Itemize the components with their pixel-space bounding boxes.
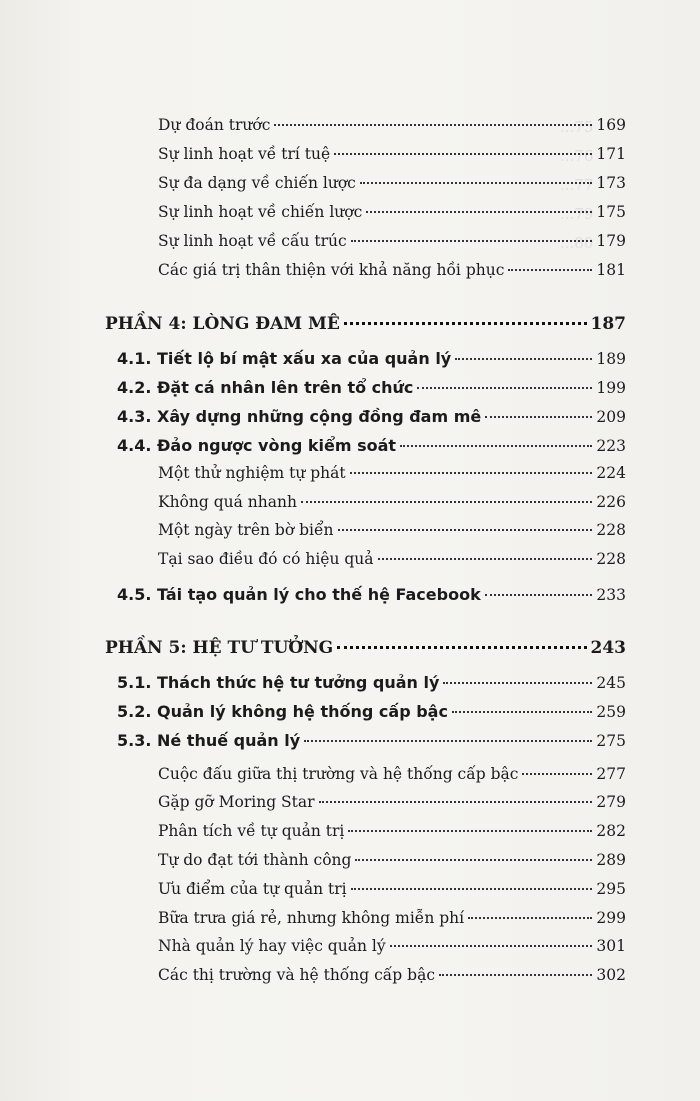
toc-entry-title: Tự do đạt tới thành công bbox=[158, 851, 352, 869]
toc-subsection-entry bbox=[158, 261, 626, 279]
dot-leader bbox=[439, 973, 592, 976]
toc-entry-title: Phân tích về tự quản trị bbox=[158, 822, 345, 840]
dot-leader bbox=[452, 710, 592, 713]
toc-subsection-entry bbox=[158, 793, 626, 811]
toc-entry-title: Một thử nghiệm tự phát bbox=[158, 464, 346, 482]
toc-entry-title: 4.4. Đảo ngược vòng kiểm soát bbox=[117, 436, 397, 455]
dot-leader bbox=[338, 528, 593, 531]
show-through-text: ...77 bbox=[560, 176, 594, 194]
toc-subsection-entry bbox=[158, 493, 626, 511]
toc-entry-title: 4.3. Xây dựng những cộng đồng đam mê bbox=[117, 407, 482, 426]
toc-page-number: 171 bbox=[596, 145, 626, 163]
toc-entry-title: PHẦN 5: HỆ TƯ TƯỞNG bbox=[105, 638, 334, 658]
dot-leader bbox=[400, 444, 592, 447]
toc-section-entry bbox=[117, 731, 626, 750]
toc-page-number: 224 bbox=[596, 464, 626, 482]
dot-leader bbox=[334, 152, 592, 155]
toc-page-number: 169 bbox=[596, 116, 626, 134]
dot-leader bbox=[443, 681, 592, 684]
dot-leader bbox=[485, 593, 593, 596]
toc-page-number: 295 bbox=[596, 880, 626, 898]
toc-section-entry bbox=[117, 436, 626, 455]
toc-page-number: 233 bbox=[596, 586, 626, 604]
toc-entry-title: Sự linh hoạt về chiến lược bbox=[158, 203, 363, 221]
toc-section-entry bbox=[117, 407, 626, 426]
toc-subsection-entry bbox=[158, 937, 626, 955]
dot-leader bbox=[378, 557, 593, 560]
dot-leader bbox=[350, 471, 593, 474]
dot-leader bbox=[337, 645, 586, 649]
toc-section-entry bbox=[117, 349, 626, 368]
dot-leader bbox=[468, 916, 592, 919]
dot-leader bbox=[355, 858, 592, 861]
toc-entry-title: 5.3. Né thuế quản lý bbox=[117, 731, 301, 750]
toc-entry-title: 5.2. Quản lý không hệ thống cấp bậc bbox=[117, 702, 448, 721]
toc-page-number: 277 bbox=[596, 765, 626, 783]
dot-leader bbox=[301, 500, 592, 503]
dot-leader bbox=[351, 887, 593, 890]
toc-page-number: 226 bbox=[596, 493, 626, 511]
dot-leader bbox=[304, 739, 592, 742]
toc-page-number: 299 bbox=[596, 909, 626, 927]
toc-section-entry bbox=[117, 378, 626, 397]
toc-entry-title: 4.1. Tiết lộ bí mật xấu xa của quản lý bbox=[117, 349, 452, 368]
toc-section-entry bbox=[117, 702, 626, 721]
toc-subsection-entry bbox=[158, 145, 626, 163]
toc-entry-title: Bữa trưa giá rẻ, nhưng không miễn phí bbox=[158, 909, 465, 927]
toc-page-number: 209 bbox=[596, 408, 626, 426]
dot-leader bbox=[360, 181, 593, 184]
toc-page-number: 179 bbox=[596, 232, 626, 250]
toc-subsection-entry bbox=[158, 464, 626, 482]
show-through-text: ...80 bbox=[560, 234, 594, 252]
toc-subsection-entry bbox=[158, 909, 626, 927]
toc-entry-title: Tại sao điều đó có hiệu quả bbox=[158, 550, 374, 568]
toc-entry-title: Nhà quản lý hay việc quản lý bbox=[158, 937, 386, 955]
toc-page-number: 228 bbox=[596, 550, 626, 568]
toc-subsection-entry bbox=[158, 880, 626, 898]
toc-entry-title: Các giá trị thân thiện với khả năng hồi phục bbox=[158, 261, 505, 279]
toc-entry-title: Gặp gỡ Moring Star bbox=[158, 793, 315, 811]
toc-entry-title: Các thị trường và hệ thống cấp bậc bbox=[158, 966, 435, 984]
toc-page-number: 282 bbox=[596, 822, 626, 840]
toc-page-number: 187 bbox=[590, 314, 626, 334]
toc-subsection-entry bbox=[158, 521, 626, 539]
toc-page-number: 302 bbox=[596, 966, 626, 984]
toc-section-entry bbox=[117, 673, 626, 692]
toc-page-number: 279 bbox=[596, 793, 626, 811]
toc-entry-title: Sự đa dạng về chiến lược bbox=[158, 174, 356, 192]
toc-page-number: 199 bbox=[596, 379, 626, 397]
dot-leader bbox=[348, 829, 592, 832]
toc-subsection-entry bbox=[158, 822, 626, 840]
dot-leader bbox=[485, 415, 592, 418]
toc-page-number: 175 bbox=[596, 203, 626, 221]
toc-page-number: 173 bbox=[596, 174, 626, 192]
toc-entry-title: PHẦN 4: LÒNG ĐAM MÊ bbox=[105, 314, 340, 334]
toc-part-heading bbox=[105, 638, 626, 658]
show-through-text: ...76 bbox=[560, 147, 594, 165]
toc-entry-title: 4.5. Tái tạo quản lý cho thế hệ Facebook bbox=[117, 585, 481, 604]
toc-entry-title: 5.1. Thách thức hệ tư tưởng quản lý bbox=[117, 673, 440, 692]
dot-leader bbox=[508, 268, 592, 271]
toc-page-number: 275 bbox=[596, 732, 626, 750]
dot-leader bbox=[351, 239, 593, 242]
dot-leader bbox=[417, 386, 592, 389]
toc-page-number: 301 bbox=[596, 937, 626, 955]
toc-subsection-entry bbox=[158, 174, 626, 192]
toc-part-heading bbox=[105, 314, 626, 334]
toc-entry-title: Một ngày trên bờ biển bbox=[158, 521, 334, 539]
dot-leader bbox=[390, 944, 593, 947]
toc-page-number: 289 bbox=[596, 851, 626, 869]
dot-leader bbox=[274, 123, 592, 126]
toc-page-number: 228 bbox=[596, 521, 626, 539]
toc-page-number: 223 bbox=[596, 437, 626, 455]
dot-leader bbox=[522, 772, 592, 775]
toc-section-entry bbox=[117, 585, 626, 604]
show-through-text: ...75 bbox=[560, 118, 594, 136]
dot-leader bbox=[455, 357, 592, 360]
toc-subsection-entry bbox=[158, 765, 626, 783]
dot-leader bbox=[319, 800, 593, 803]
show-through-text: ...79 bbox=[560, 205, 594, 223]
toc-subsection-entry bbox=[158, 232, 626, 250]
toc-subsection-entry bbox=[158, 851, 626, 869]
toc-entry-title: Ưu điểm của tự quản trị bbox=[158, 880, 347, 898]
dot-leader bbox=[366, 210, 592, 213]
toc-page-number: 243 bbox=[590, 638, 626, 658]
toc-page-number: 245 bbox=[596, 674, 626, 692]
toc-page-number: 259 bbox=[596, 703, 626, 721]
toc-subsection-entry bbox=[158, 550, 626, 568]
toc-entry-title: Không quá nhanh bbox=[158, 493, 297, 511]
toc-subsection-entry bbox=[158, 203, 626, 221]
toc-subsection-entry bbox=[158, 966, 626, 984]
toc-entry-title: Sự linh hoạt về trí tuệ bbox=[158, 145, 331, 163]
toc-entry-title: Dự đoán trước bbox=[158, 116, 271, 134]
toc-page-number: 189 bbox=[596, 350, 626, 368]
toc-entry-title: Cuộc đấu giữa thị trường và hệ thống cấp bậc bbox=[158, 765, 519, 783]
toc-page-number: 181 bbox=[596, 261, 626, 279]
dot-leader bbox=[344, 321, 587, 325]
toc-entry-title: 4.2. Đặt cá nhân lên trên tổ chức bbox=[117, 378, 414, 397]
toc-subsection-entry bbox=[158, 116, 626, 134]
toc-entry-title: Sự linh hoạt về cấu trúc bbox=[158, 232, 347, 250]
